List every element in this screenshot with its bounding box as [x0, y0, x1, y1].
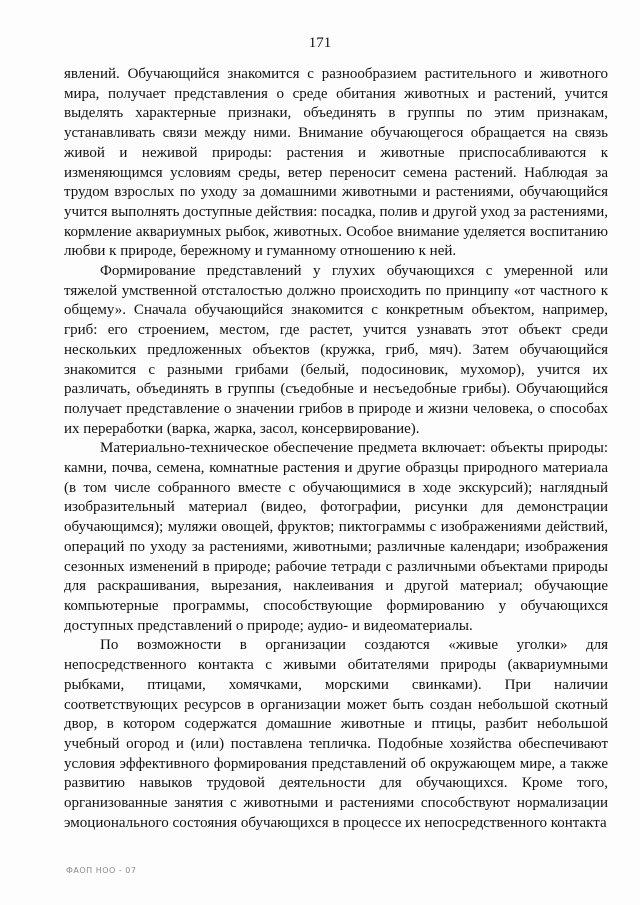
paragraph-3: Материально-техническое обеспечение предмета включает: объекты природы: камни, почва, семена, комнатные растения и другие образцы природного материала (в том числе собранного вместе с обучающимися в ходе экскурсий); наглядный изобразительный материал (видео, фотографии, рисунки для демонстрации обучающимся); муляжи овощей, фруктов; пиктограммы с изображениями действий, операций по уходу за растениями, животными; различные календари; изображения сезонных изменений в природе; рабочие тетради с различными объектами природы для раскрашивания, вырезания, наклеивания и другой материал; обучающие компьютерные программы, способствующие формированию у обучающихся доступных представлений о природе; аудио- и видеоматериалы.	[64, 440, 608, 634]
paragraph-4: По возможности в организации создаются «живые уголки» для непосредственного контакта с живыми обитателями природы (аквариумными рыбками, птицами, хомячками, морскими свинками). При наличии соответствующих ресурсов в организации может быть создан небольшой скотный двор, в котором содержатся домашние животные и птицы, разбит небольшой учебный огород и (или) поставлена тепличка. Подобные хозяйства обеспечивают условия эффективного формирования представлений об окружающем мире, а также развитию навыков трудовой деятельности для обучающихся. Кроме того, организованные занятия с животными и растениями способствуют нормализации эмоционального состояния обучающихся в процессе их непосредственного контакта	[64, 637, 608, 831]
footer-stamp: ФАОП НОО - 07	[66, 866, 137, 875]
paragraph-2: Формирование представлений у глухих обучающихся с умеренной или тяжелой умственной отсталостью должно происходить по принципу «от частного к общему». Сначала обучающийся знакомится с конкретным объектом, например, гриб: его строением, местом, где растет, учится узнавать этот объект среди нескольких предложенных объектов (кружка, гриб, мяч). Затем обучающийся знакомится с разными грибами (белый, подосиновик, мухомор), учится их различать, объединять в группы (съедобные и несъедобные грибы). Обучающийся получает представление о значении грибов в природе и жизни человека, о способах их переработки (варка, жарка, засол, консервирование).	[64, 263, 608, 437]
body-text	[64, 65, 608, 833]
page-number: 171	[308, 35, 332, 51]
paragraph-1: явлений. Обучающийся знакомится с разнообразием растительного и животного мира, получает представления о среде обитания животных и растений, учится выделять характерные признаки, объединять в группы по этим признакам, устанавливать связи между ними. Внимание обучающегося обращается на связь живой и неживой природы: растения и животные приспосабливаются к изменяющимся условиям среды, ветер переносит семена растений. Наблюдая за трудом взрослых по уходу за домашними животными и растениями, обучающийся учится выполнять доступные действия: посадка, полив и другой уход за растениями, кормление аквариумных рыбок, животных. Особое внимание уделяется воспитанию любви к природе, бережному и гуманному отношению к ней.	[64, 66, 608, 260]
